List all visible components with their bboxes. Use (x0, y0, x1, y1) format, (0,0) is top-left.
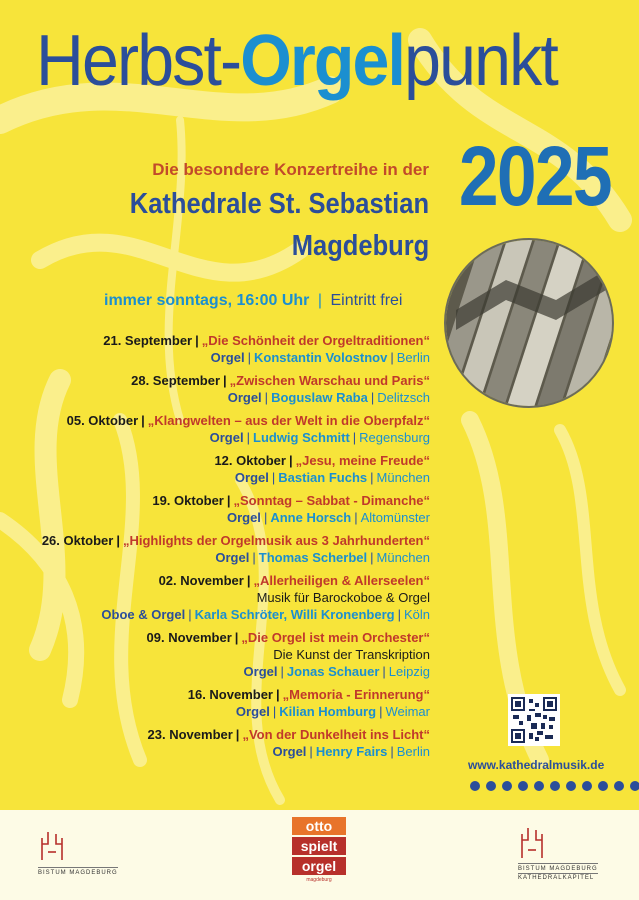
concert-instrument: Orgel (235, 704, 270, 719)
concert-performer: Konstantin Volostnov (253, 350, 388, 365)
concert-title: „Von der Dunkelheit ins Licht“ (242, 727, 430, 742)
concert-performer: Jonas Schauer (286, 664, 380, 679)
concert-instrument: Oboe & Orgel (101, 607, 186, 622)
schedule-separator: | (317, 292, 323, 309)
concert-date: 02. November (158, 573, 244, 588)
concert-instrument: Orgel (215, 550, 250, 565)
concert-subtitle: Musik für Barockoboe & Orgel (256, 590, 430, 605)
otto-word: otto (292, 817, 346, 835)
concert-item: 19. Oktober | „Sonntag – Sabbat - Dimanche“ Orgel | Anne Horsch | Altomünster (152, 493, 430, 525)
concert-instrument: Orgel (243, 664, 278, 679)
title-year: 2025 (458, 129, 611, 223)
schedule-admission: Eintritt frei (330, 292, 403, 309)
concert-date: 12. Oktober (214, 453, 286, 468)
concert-title: „Sonntag – Sabbat - Dimanche“ (233, 493, 430, 508)
concert-item: 02. November | „Allerheiligen & Allerseelen“ Musik für Barockoboe & Orgel Oboe & Orgel | Karla Schröter, Willi Kronenberg | Köln (101, 573, 430, 622)
subtitle-series: Die besondere Konzertreihe in der (152, 160, 429, 179)
concert-item: 21. September | „Die Schönheit der Orgeltraditionen“ Orgel | Konstantin Volostnov | Berlin (103, 333, 430, 365)
concert-city: Berlin (396, 350, 430, 365)
cathedral-icon (518, 826, 546, 858)
concert-city: Regensburg (359, 430, 430, 445)
concert-date: 19. Oktober (152, 493, 224, 508)
concert-instrument: Orgel (226, 510, 261, 525)
concert-item: 23. November | „Von der Dunkelheit ins Licht“ Orgel | Henry Fairs | Berlin (147, 727, 430, 759)
concert-date: 21. September (103, 333, 193, 348)
concert-performer: Karla Schröter, Willi Kronenberg (194, 607, 395, 622)
title-part-orgel: Orgel (240, 21, 405, 101)
concert-performer: Kilian Homburg (279, 704, 377, 719)
concert-item: 05. Oktober | „Klangwelten – aus der Welt in die Oberpfalz“ Orgel | Ludwig Schmitt | Regensburg (66, 413, 430, 445)
concert-performer: Bastian Fuchs (278, 470, 368, 485)
concert-item: 12. Oktober | „Jesu, meine Freude“ Orgel | Bastian Fuchs | München (214, 453, 430, 485)
page-title (36, 18, 557, 104)
concert-date: 05. Oktober (66, 413, 139, 428)
concert-performer: Anne Horsch (270, 510, 352, 525)
website-link[interactable]: www.kathedralmusik.de (468, 758, 605, 772)
concert-city: Altomünster (360, 510, 430, 525)
concert-performer: Thomas Scherbel (258, 550, 368, 565)
concert-instrument: Orgel (209, 430, 244, 445)
concert-title: „Die Orgel ist mein Orchester“ (241, 630, 430, 645)
concert-instrument: Orgel (210, 350, 245, 365)
concert-city: Berlin (396, 744, 430, 759)
otto-spielt-orgel-logo (292, 817, 346, 883)
cathedral-icon (38, 830, 66, 860)
magdeburg-mark: magdeburg (306, 877, 332, 883)
concert-date: 28. September (131, 373, 220, 388)
concert-subtitle: Die Kunst der Transkription (273, 647, 430, 662)
title-part-punkt: punkt (404, 21, 557, 101)
concert-title: „Klangwelten – aus der Welt in die Oberpfalz“ (147, 413, 430, 428)
schedule-info (104, 292, 402, 310)
concert-date: 16. November (187, 687, 273, 702)
concert-title: „Zwischen Warschau und Paris“ (229, 373, 430, 388)
concert-item: 26. Oktober | „Highlights der Orgelmusik aus 3 Jahrhunderten“ Orgel | Thomas Scherbel | München (41, 533, 430, 565)
concert-instrument: Orgel (272, 744, 307, 759)
concert-date: 09. November (146, 630, 232, 645)
decorative-dots (470, 781, 639, 791)
concert-city: München (376, 470, 430, 485)
concert-city: München (376, 550, 430, 565)
concert-title: „Highlights der Orgelmusik aus 3 Jahrhunderten“ (122, 533, 430, 548)
bistum-left-label: BISTUM MAGDEBURG (38, 867, 118, 876)
spielt-word: spielt (292, 837, 346, 855)
concert-item: 09. November | „Die Orgel ist mein Orchester“ Die Kunst der Transkription Orgel | Jonas Schauer | Leipzig (146, 630, 430, 679)
organ-pipes-image (444, 238, 614, 408)
bistum-logo-left (38, 830, 118, 876)
concert-date: 26. Oktober (41, 533, 114, 548)
concert-performer: Ludwig Schmitt (253, 430, 350, 445)
concert-list (10, 332, 430, 766)
concert-city: Delitzsch (377, 390, 430, 405)
concert-title: „Memoria - Erinnerung“ (282, 687, 430, 702)
orgel-word: orgel (292, 857, 346, 875)
subtitle-city: Magdeburg (291, 230, 429, 262)
concert-city: Weimar (385, 704, 430, 719)
bistum-logo-right (518, 826, 598, 881)
concert-instrument: Orgel (227, 390, 262, 405)
concert-instrument: Orgel (234, 470, 269, 485)
schedule-when: immer sonntags, 16:00 Uhr (104, 292, 310, 309)
title-part-herbst: Herbst- (36, 21, 241, 101)
concert-title: „Jesu, meine Freude“ (295, 453, 430, 468)
concert-city: Köln (403, 607, 430, 622)
concert-title: „Allerheiligen & Allerseelen“ (253, 573, 430, 588)
concert-title: „Die Schönheit der Orgeltraditionen“ (201, 333, 430, 348)
subtitle-cathedral: Kathedrale St. Sebastian (129, 188, 429, 220)
concert-date: 23. November (147, 727, 233, 742)
concert-item: 28. September | „Zwischen Warschau und Paris“ Orgel | Boguslaw Raba | Delitzsch (131, 373, 430, 405)
concert-performer: Boguslaw Raba (271, 390, 368, 405)
concert-performer: Henry Fairs (315, 744, 388, 759)
bistum-right-label: BISTUM MAGDEBURG (518, 863, 598, 872)
concert-city: Leipzig (388, 664, 430, 679)
concert-item: 16. November | „Memoria - Erinnerung“ Orgel | Kilian Homburg | Weimar (187, 687, 430, 719)
kathedralkapitel-label: KATHEDRALKAPITEL (518, 873, 598, 881)
qr-code[interactable] (508, 694, 560, 746)
